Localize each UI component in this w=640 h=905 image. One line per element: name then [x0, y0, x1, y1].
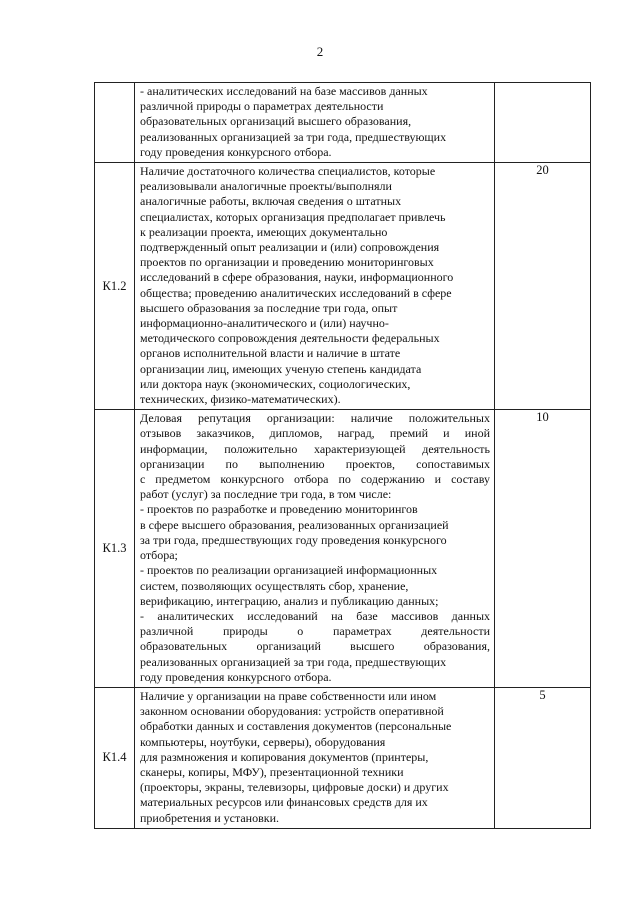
- criterion-code: [95, 83, 135, 163]
- criterion-score: 20: [495, 163, 591, 410]
- table-row: [95, 410, 591, 688]
- criteria-table: [94, 82, 591, 829]
- table-row: [95, 83, 591, 163]
- table-row: [95, 687, 591, 828]
- criterion-code: К1.2: [95, 163, 135, 410]
- criterion-score: 5: [495, 687, 591, 828]
- criterion-code: К1.4: [95, 687, 135, 828]
- criterion-description: - аналитических исследований на базе массивов данных различной природы о параметрах деятельности образовательных организаций высшего образования, реализованных организацией за три года, предшествующих году проведения конкурсного отбора.: [135, 83, 495, 163]
- page-number: 2: [316, 44, 324, 59]
- criterion-code: К1.3: [95, 410, 135, 688]
- criterion-score: [495, 83, 591, 163]
- criterion-description: Наличие достаточного количества специалистов, которые реализовывали аналогичные проекты/выполняли аналогичные работы, включая сведения о штатных специалистах, которых организация предполагает привлечь к реализации проекта, имеющих документально подтвержденный опыт реализации и (или) сопровождения проектов по организации и проведению мониторинговых исследований в сфере образования, науки, информационного общества; проведению аналитических исследований в сфере высшего образования за последние три года, опыт информационно-аналитического и (или) научно- методического сопровождения деятельности федеральных органов исполнительной власти и наличие в штате организации лиц, имеющих ученую степень кандидата или доктора наук (экономических, социологических, технических, физико-математических).: [135, 163, 495, 410]
- table-row: [95, 163, 591, 410]
- criterion-score: 10: [495, 410, 591, 688]
- criterion-description: Наличие у организации на праве собственности или ином законном основании оборудования: устройств оперативной обработки данных и составления документов (персональные компьютеры, ноутбуки, серверы), оборудования для размножения и копирования документов (принтеры, сканеры, копиры, МФУ), презентационной техники (проекторы, экраны, телевизоры, цифровые доски) и других материальных ресурсов или финансовых средств для их приобретения и установки.: [135, 687, 495, 828]
- criterion-description: Деловая репутация организации: наличие положительных отзывов заказчиков, дипломов, наград, премий и иной информации, положительно характеризующей деятельность организации по выполнению проектов, сопоставимых с предметом конкурсного отбора по содержанию и составу работ (услуг) за последние три года, в том числе: - проектов по разработке и проведению мониторингов в сфере высшего образования, реализованных организацией за три года, предшествующих году проведения конкурсного отбора; - проектов по реализации организацией информационных систем, позволяющих осуществлять сбор, хранение, верификацию, интеграцию, анализ и публикацию данных; - аналитических исследований на базе массивов данных различной природы о параметрах деятельности образовательных организаций высшего образования, реализованных организацией за три года, предшествующих году проведения конкурсного отбора.: [135, 410, 495, 688]
